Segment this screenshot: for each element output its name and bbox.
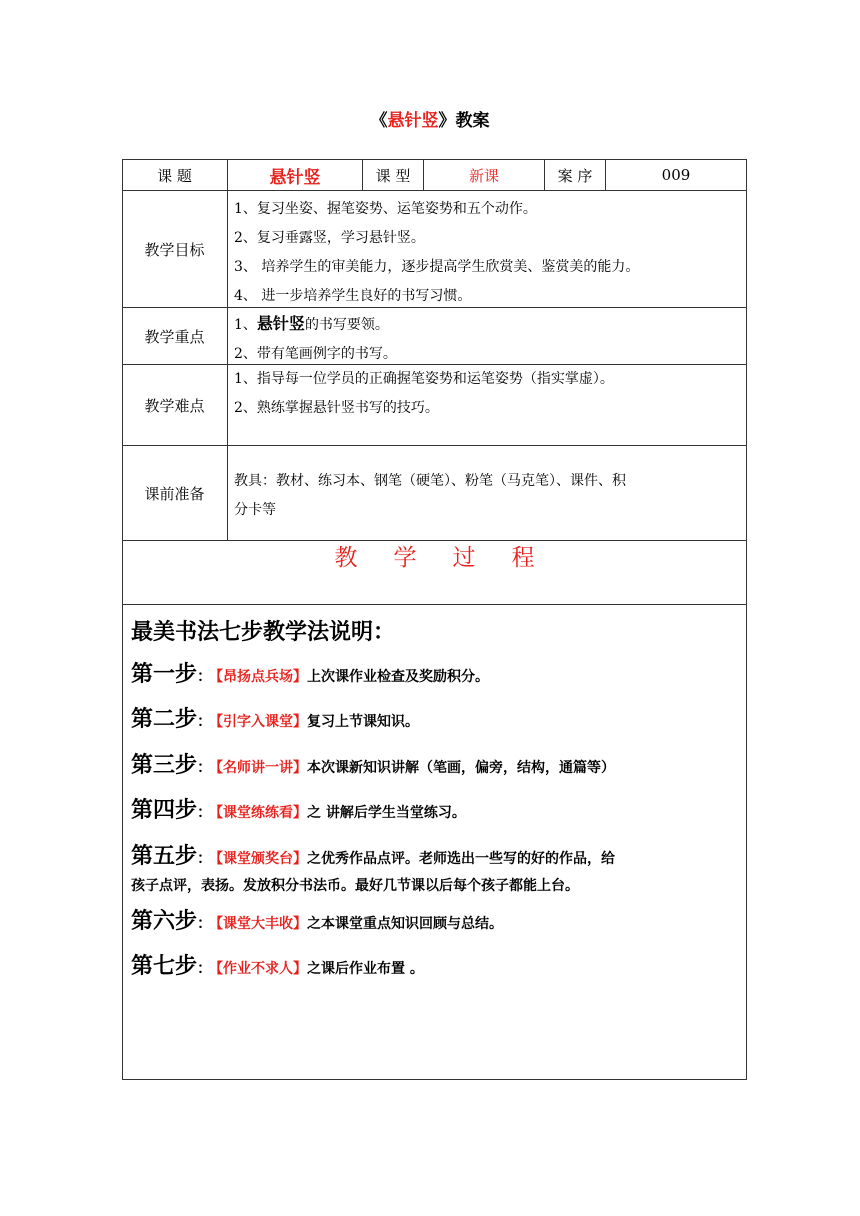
type-value: 新课 <box>468 166 499 185</box>
objective-item: 4、 进一步培养学生良好的书写习惯。 <box>234 288 472 304</box>
preparation-text <box>234 467 626 525</box>
step-4: 第四步： 【课堂练练看】之 讲解后学生当堂练习。 <box>131 797 466 823</box>
key-points-label: 教学重点 <box>144 327 205 346</box>
type-label: 课 型 <box>375 166 411 185</box>
step-tag: 【昂扬点兵场】 <box>216 669 308 685</box>
preparation-line: 分卡等 <box>234 502 276 518</box>
difficulty-item: 1、指导每一位学员的正确握笔姿势和运笔姿势（指实掌虚）。 <box>234 371 614 387</box>
difficulty-item: 2、熟练掌握悬针竖书写的技巧。 <box>234 400 439 416</box>
preparation-line: 教具：教材、练习本、钢笔（硬笔）、粉笔（马克笔）、课件、积 <box>234 473 626 489</box>
step-tag: 【作业不求人】 <box>216 961 308 977</box>
seq-label: 案 序 <box>557 166 593 185</box>
objective-item: 3、 培养学生的审美能力，逐步提高学生欣赏美、鉴赏美的能力。 <box>234 259 640 275</box>
objectives-list <box>234 195 639 311</box>
lesson-plan-table <box>122 159 747 1080</box>
objectives-label: 教学目标 <box>144 240 205 259</box>
title-close: 》教案 <box>438 111 490 131</box>
step-1: 第一步： 【昂扬点兵场】上次课作业检查及奖励积分。 <box>131 661 490 687</box>
step-tag: 【名师讲一讲】 <box>216 760 308 776</box>
step-2: 第二步： 【引字入课堂】复习上节课知识。 <box>131 706 420 732</box>
difficulties-list <box>234 365 614 423</box>
step-tag: 【课堂练练看】 <box>216 805 308 821</box>
step-tag: 【课堂颁奖台】 <box>216 851 308 867</box>
title-name: 悬针竖 <box>387 111 439 131</box>
step-5: 第五步： 【课堂颁奖台】之优秀作品点评。老师选出一些写的好的作品，给 <box>131 843 616 869</box>
key-point-item: 1、悬针竖的书写要领。 <box>234 314 389 333</box>
objective-item: 1、复习坐姿、握笔姿势、运笔姿势和五个动作。 <box>234 201 537 217</box>
topic-value: 悬针竖 <box>269 167 321 188</box>
seq-value: 009 <box>661 166 691 184</box>
step-3: 第三步： 【名师讲一讲】本次课新知识讲解（笔画，偏旁，结构，通篇等） <box>131 752 616 778</box>
step-5-continued: 孩子点评，表扬。发放积分书法币。最好几节课以后每个孩子都能上台。 <box>131 878 579 894</box>
step-6: 第六步： 【课堂大丰收】之本课堂重点知识回顾与总结。 <box>131 908 504 934</box>
document-title <box>0 106 860 131</box>
step-tag: 【引字入课堂】 <box>216 714 308 730</box>
topic-label: 课 题 <box>157 166 192 185</box>
key-point-bold: 悬针竖 <box>256 314 305 333</box>
key-point-item: 2、带有笔画例字的书写。 <box>234 346 397 362</box>
title-open: 《 <box>370 111 388 131</box>
key-points-list <box>234 309 397 369</box>
difficulties-label: 教学难点 <box>144 396 205 415</box>
process-heading: 教学过程 <box>334 545 571 571</box>
preparation-label: 课前准备 <box>144 484 205 503</box>
method-title: 最美书法七步教学法说明： <box>131 620 396 645</box>
step-tag: 【课堂大丰收】 <box>216 916 308 932</box>
step-7: 第七步： 【作业不求人】之课后作业布置 。 <box>131 953 424 979</box>
objective-item: 2、复习垂露竖，学习悬针竖。 <box>234 230 425 246</box>
